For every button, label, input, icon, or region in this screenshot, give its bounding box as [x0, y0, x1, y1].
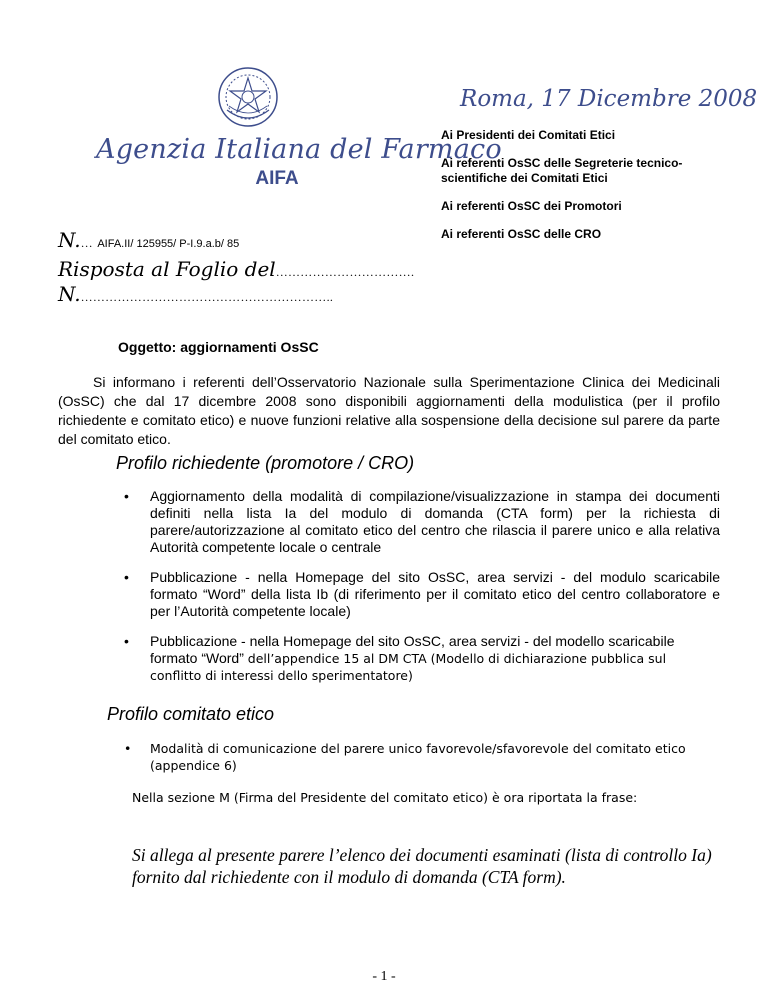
reply-dots: …………………………….	[275, 265, 415, 279]
bullet-icon: •	[124, 741, 132, 756]
intro-paragraph: Si informano i referenti dell’Osservatorio Nazionale sulla Sperimentazione Clinica dei Medicinali (OsSC) che dal 17 dicembre 2008 sono disponibili aggiornamenti della modulistica (per il profilo richiedente e comitato etico) e nuove funzioni relative alla sospensione della decisione sul parere da parte del comitato etico.	[58, 374, 720, 447]
bullet-icon: •	[124, 569, 129, 585]
bullet-list-richiedente-3	[124, 633, 720, 684]
section-title-richiedente: Profilo richiedente (promotore / CRO)	[116, 453, 415, 473]
protocol-label: N.	[58, 228, 81, 252]
list-item	[124, 740, 720, 774]
n-dots: ……………………………………………………..	[80, 290, 334, 304]
number-line	[58, 282, 333, 306]
bullet-list-richiedente-1	[124, 488, 720, 556]
recipient-2: Ai referenti OsSC delle Segreterie tecnico-scientifiche dei Comitati Etici	[441, 156, 683, 185]
bullet-icon: •	[124, 633, 129, 649]
aifa-logo	[251, 165, 303, 189]
aifa-logo-text: AIFA	[255, 168, 299, 189]
n-label: N.	[58, 282, 81, 306]
attached-quote: Si allega al presente parere l’elenco dei documenti esaminati (lista di controllo Ia) fornito dal richiedente con il modulo di domanda (CTA form).	[132, 845, 712, 887]
section-title-comitato: Profilo comitato etico	[107, 704, 275, 724]
bullet-list-richiedente-2	[124, 569, 720, 620]
section-m-note: Nella sezione M (Firma del Presidente del comitato etico) è ora riportata la frase:	[132, 790, 638, 805]
date-line: Roma, 17 Dicembre 2008	[460, 86, 758, 112]
bullet-icon: •	[124, 488, 129, 504]
recipient-1: Ai Presidenti dei Comitati Etici	[441, 128, 616, 142]
reply-line	[58, 257, 414, 281]
protocol-line	[58, 228, 239, 252]
recipient-3: Ai referenti OsSC dei Promotori	[441, 199, 622, 213]
recipient-4: Ai referenti OsSC delle CRO	[441, 227, 602, 241]
list-item	[124, 633, 720, 684]
list-item	[124, 488, 720, 556]
page-number: - 1 -	[372, 969, 396, 984]
list-item-text: Pubblicazione - nella Homepage del sito OsSC, area servizi - del modello scaricabile formato “Word”	[150, 633, 675, 666]
list-item	[124, 569, 720, 620]
bullet-list-comitato	[124, 740, 720, 774]
list-item-text: Pubblicazione - nella Homepage del sito OsSC, area servizi - del modulo scaricabile formato “Word” della lista Ib (di riferimento per il comitato etico del centro collaboratore e per l’Autorità competente locale)	[150, 569, 720, 619]
list-item-text: Modalità di comunicazione del parere unico favorevole/sfavorevole del comitato etico (appendice 6)	[150, 741, 686, 773]
italian-republic-emblem-icon	[217, 66, 279, 128]
recipients-block	[441, 128, 741, 255]
subject: Oggetto: aggiornamenti OsSC	[118, 339, 319, 355]
agency-name: Agenzia Italiana del Farmaco	[96, 134, 502, 165]
protocol-dots: …	[80, 236, 93, 250]
list-item-text-tail: dell’appendice 15 al DM CTA (Modello di dichiarazione pubblica sul conflitto di interessi dello sperimentatore)	[150, 651, 667, 683]
reply-label: Risposta al Foglio del	[58, 257, 276, 281]
list-item-text: Aggiornamento della modalità di compilazione/visualizzazione in stampa dei documenti definiti nella lista Ia del modulo di domanda (CTA form) per la richiesta di parere/autorizzazione al comitato etico del centro che rilascia il parere unico e alla relativa Autorità competente locale o centrale	[150, 488, 720, 555]
protocol-number: AIFA.II/ 125955/ P-I.9.a.b/ 85	[97, 238, 240, 250]
